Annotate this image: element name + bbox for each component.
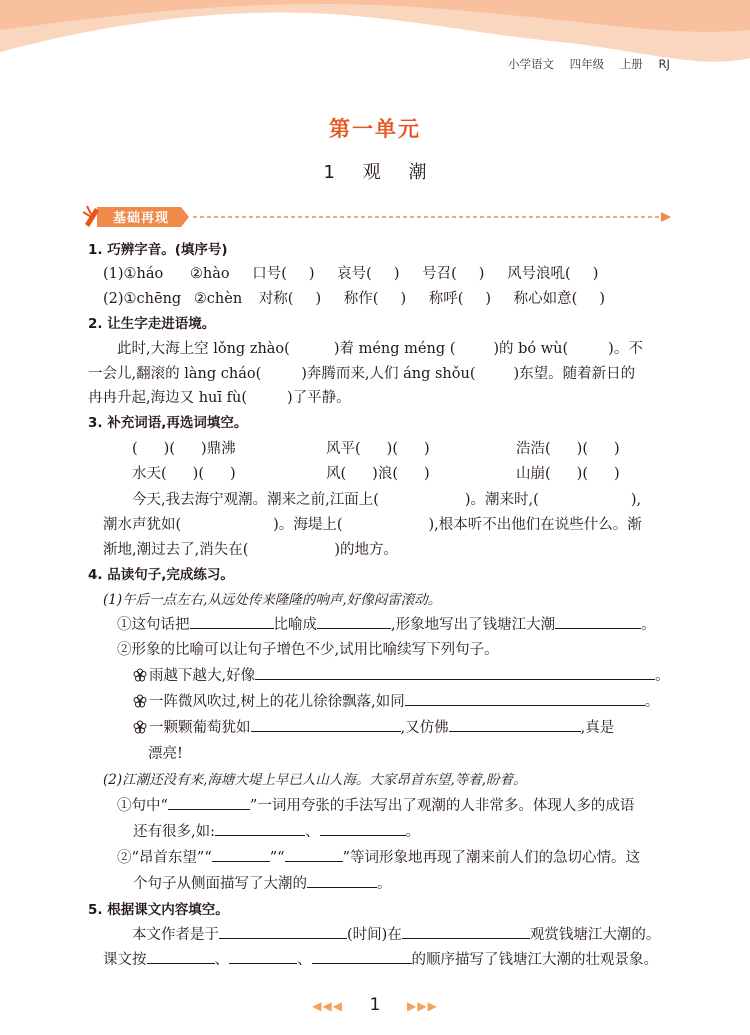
q2-l1-a: 此时,大海上空 lǒng zhào( (117, 341, 290, 357)
blank-line[interactable] (190, 614, 274, 629)
q1-row1-w1: 口号( (252, 266, 287, 282)
q2-l2-c: )东望。随着新日的 (513, 366, 636, 382)
q3-r1-a: 鼎沸 (206, 441, 236, 457)
q2-title: 2. 让生字走进语境。 (88, 316, 216, 332)
lesson-char-1: 观 (362, 162, 381, 183)
blank-line[interactable] (251, 717, 401, 732)
q3-r2-b: 风 (326, 466, 341, 482)
pencil-icon (83, 206, 99, 227)
lesson-number: 1 (323, 162, 335, 183)
flower-icon (133, 694, 147, 708)
q3-p3-a: 渐地,潮过去了,消失在( (103, 542, 249, 558)
q4-sentence2: (2)江潮还没有来,海塘大堤上早已人山人海。大家昂首东望,等着,盼着。 (103, 772, 527, 788)
q2-l2-a: 一会儿,翻滚的 làng cháo( (88, 366, 262, 382)
q3-p3-b: )的地方。 (334, 542, 399, 558)
q5-line1 (132, 923, 660, 944)
blank-line[interactable] (285, 847, 343, 862)
lesson-char-2: 潮 (408, 162, 427, 183)
q3-r1-b: 风平 (326, 441, 355, 457)
q4-f3-c: ,真是 (580, 720, 615, 736)
q3-row2-b: 风( )浪( ) (326, 466, 430, 482)
unit-title: 第一单元 (329, 117, 421, 141)
q4-f3-a: 一颗颗葡萄犹如 (149, 720, 251, 736)
blank-line[interactable] (168, 795, 250, 810)
q1-row2-w1: 对称( (258, 291, 294, 307)
edition: RJ (658, 57, 670, 71)
q4-flower-line3 (133, 716, 614, 737)
section-label: 基础再现 (113, 211, 170, 226)
q1-row1-w2: 哀号( (337, 266, 372, 282)
q4-s2-a (117, 794, 634, 815)
q3-title: 3. 补充词语,再选词填空。 (88, 415, 248, 431)
q2-l1-c: )的 bó wù( (493, 341, 569, 357)
q1-row2-w3: 称呼( (428, 291, 464, 307)
q4-flower-line2: 一阵微风吹过,树上的花儿徐徐飘落,如同 。 (133, 690, 659, 711)
q5-l1-b: (时间)在 (347, 927, 402, 943)
q4-flower-line1: 雨越下越大,好像 。 (133, 664, 670, 685)
q1-row2-prefix: (2)①chēng (103, 291, 182, 307)
q1-row1: (1)①háo ②hào 口号( ) 哀号( ) 号召( ) 风号浪吼( ) (103, 266, 599, 282)
q4-s2b-a: ②“昂首东望”“ (117, 850, 212, 866)
q3-r2-c: 浪 (377, 466, 393, 482)
q4-s2b2-a: 个句子从侧面描写了大潮的 (133, 876, 307, 892)
q4-f3-b-line: 漂亮! (148, 746, 183, 762)
q3-r2-a: 水天 (132, 466, 161, 482)
blank-line[interactable] (307, 873, 377, 888)
q4-s2-a2: 还有很多,如: 、 。 (133, 820, 420, 841)
q4-s1a-c: ,形象地写出了钱塘江大潮 (391, 617, 556, 633)
q5-title: 5. 根据课文内容填空。 (88, 902, 229, 918)
blank-line[interactable] (219, 924, 347, 939)
q2-l3-a: 冉冉升起,海边又 huī fù( (88, 390, 248, 406)
q4-sentence1: (1)午后一点左右,从远处传来隆隆的响声,好像闷雷滚动。 (103, 592, 442, 608)
q5-l2-a: 课文按 (103, 952, 147, 968)
q4-s1-a: ①这句话把 比喻成 ,形象地写出了钱塘江大潮 。 (117, 613, 656, 634)
q4-f2: 一阵微风吹过,树上的花儿徐徐飘落,如同 (149, 694, 405, 710)
q2-l1-d: )。不 (608, 341, 643, 357)
page-number: 1 (369, 995, 381, 1015)
q5-l2-b: 、 (214, 952, 229, 968)
q2-line1 (117, 337, 643, 358)
q2-l3-b: )了平静。 (287, 390, 351, 406)
q1-row1-w3: 号召( (422, 266, 457, 282)
q3-para-line3 (103, 538, 398, 559)
q5-l1-c: 观赏钱塘江大潮的。 (529, 927, 661, 943)
arrow-head-icon (661, 212, 671, 222)
header-wave-decoration (0, 0, 750, 95)
q4-s1a-b: 比喻成 (273, 617, 317, 633)
q1-row2-opt2: ②chèn (193, 291, 243, 307)
q3-row1: ( )( )鼎沸 (132, 441, 236, 457)
grade: 四年级 (569, 57, 605, 71)
q4-s2a-b: ”一词用夸张的手法写出了观潮的人非常多。体现人多的成语 (249, 798, 635, 814)
q3-p2-b: )。海堤上( (273, 517, 343, 533)
q4-f1: 雨越下越大,好像 (149, 668, 256, 684)
q2-l2-b: )奔腾而来,人们 áng shǒu( (301, 366, 476, 382)
lesson-title (0, 158, 750, 184)
q3-p2-a: 潮水声犹如( (103, 517, 182, 533)
q2-line3 (88, 386, 351, 407)
q4-s2a2-a: 还有很多,如: (133, 824, 215, 840)
q4-s2-b (117, 846, 640, 867)
blank-line[interactable] (212, 847, 270, 862)
q4-s2-b2: 个句子从侧面描写了大潮的 。 (133, 872, 392, 893)
blank-line[interactable] (255, 665, 655, 680)
q3-row2-d: 山崩( )( ) (516, 466, 620, 482)
q3-p1-a: 今天,我去海宁观潮。潮来之前,江面上( (132, 492, 379, 508)
blank-line[interactable] (215, 821, 305, 836)
q3-r2-d: 山崩 (516, 466, 545, 482)
q4-title: 4. 品读句子,完成练习。 (88, 567, 234, 583)
left-arrows-icon: ◀◀◀ (312, 999, 343, 1013)
q1-row2: (2)①chēng ②chèn 对称( ) 称作( ) 称呼( ) 称心如意( ) (103, 291, 606, 307)
q3-row1-b: 风平( )( ) (326, 441, 430, 457)
q5-line2 (103, 948, 658, 969)
right-arrows-icon: ▶▶▶ (407, 999, 438, 1013)
q3-p1-b: )。潮来时,( (464, 492, 539, 508)
blank-line[interactable] (402, 924, 530, 939)
header-info (508, 56, 682, 72)
q3-p2-c: ),根本听不出他们在说些什么。渐 (428, 517, 642, 533)
q1-row2-w2: 称作( (343, 291, 379, 307)
q3-para-line1: 今天,我去海宁观潮。潮来之前,江面上( )。潮来时,( ), (132, 492, 642, 508)
blank-line[interactable] (229, 949, 297, 964)
q4-s2b-c: ”等词形象地再现了潮来前人们的急切心情。这 (342, 850, 640, 866)
blank-line[interactable] (147, 949, 215, 964)
flower-icon (133, 668, 147, 682)
subject: 小学语文 (508, 57, 554, 71)
q4-s2a2-b: 、 (305, 824, 320, 840)
q5-l1-a: 本文作者是于 (132, 927, 219, 943)
page-footer (0, 995, 750, 1015)
blank-line[interactable] (312, 949, 412, 964)
blank-line[interactable] (449, 717, 581, 732)
q3-para-line2 (103, 513, 642, 534)
q1-title: 1. 巧辨字音。(填序号) (88, 242, 228, 258)
q1-row1-prefix: (1)①háo (103, 266, 164, 282)
blank-line[interactable] (320, 821, 406, 836)
section-bar (83, 204, 673, 230)
q1-row1-opt2: ②hào (189, 266, 230, 282)
q2-l1-b: )着 méng méng ( (333, 341, 456, 357)
volume: 上册 (619, 57, 643, 71)
q1-row1-w4: 风号浪吼( (507, 266, 571, 282)
q5-l2-d: 的顺序描写了钱塘江大潮的壮观景象。 (411, 952, 658, 968)
q5-l2-c: 、 (297, 952, 312, 968)
q4-f3-b: ,又仿佛 (400, 720, 449, 736)
q4-s2b-b: ”“ (269, 850, 285, 866)
blank-line[interactable] (317, 614, 391, 629)
q3-row1-c: 浩浩( )( ) (516, 441, 620, 457)
q1-row2-w4: 称心如意( (513, 291, 578, 307)
blank-line[interactable] (555, 614, 641, 629)
q4-s1a-a: ①这句话把 (117, 617, 190, 633)
q2-line2 (88, 362, 635, 383)
blank-line[interactable] (405, 691, 645, 706)
flower-icon (133, 720, 147, 734)
q3-row2-a: 水天( )( ) (132, 466, 236, 482)
q3-r1-c: 浩浩 (516, 441, 545, 457)
q4-s2a-a: ①句中“ (117, 798, 168, 814)
q4-s1-b: ②形象的比喻可以让句子增色不少,试用比喻续写下列句子。 (117, 642, 499, 658)
